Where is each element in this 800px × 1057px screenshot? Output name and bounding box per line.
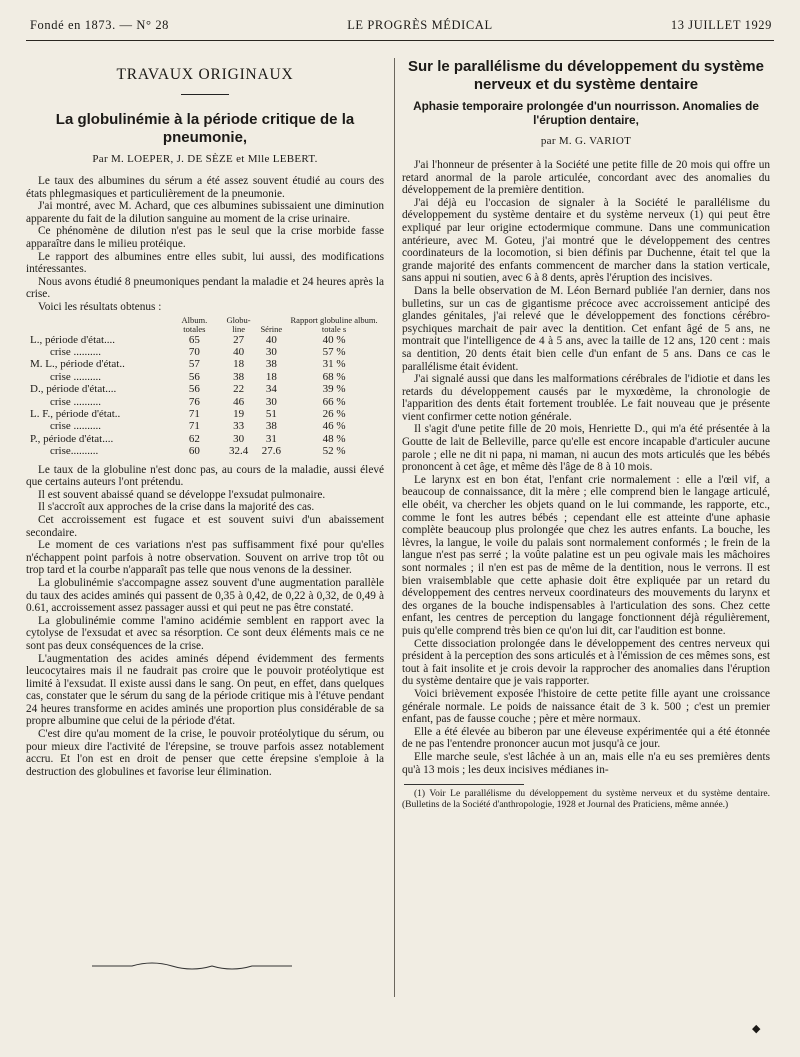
row-label: crise ..........: [50, 370, 102, 383]
table-header-cell: Globu- line: [226, 314, 251, 334]
article-title: La globulinémie à la période critique de la pneumonie,: [55, 111, 355, 146]
paragraph: La globulinémie s'accompagne assez souvent d'une augmentation parallèle du taux des acides aminés qui passent de 0,35 à 0,42, de 0,22 à 0,32, de 0,49 à 0.61, accroissement assez passager aussi et qui peut ne pas être constaté.: [26, 576, 384, 615]
row-label: L. F., période d'état..: [30, 407, 121, 420]
paragraph: J'ai signalé aussi que dans les malformations cérébrales de l'idiotie et dans les retards du développement causés par le myxœdème, la chronologie de l'apparition des dents était fortement troublée. Le fait nouveau que je présente vient confirmer cette notion générale.: [402, 373, 770, 423]
table-cell: 48 %: [322, 432, 346, 445]
row-label: P., période d'état....: [30, 432, 114, 445]
paragraph: Le taux de la globuline n'est donc pas, au cours de la maladie, aussi élevé que certains auteurs l'ont prétendu.: [26, 463, 384, 489]
table-cell: 66 %: [322, 395, 346, 408]
table-cell: 30: [233, 432, 245, 445]
table-cell: 26 %: [322, 407, 346, 420]
table-cell: 18: [233, 358, 245, 371]
table-header-cell: Rapport globuline album. totale s: [290, 314, 378, 334]
table-cell: 71: [188, 420, 200, 433]
paragraph: Le larynx est en bon état, l'enfant crie normalement : elle a l'œil vif, a beaucoup de connaissance, dit la mère ; elle comprend bien le langage articulé, elle obéit, va chercher les objets quand on le lui commande, les rapporte, etc., comme le font les autres bébés ; cependant elle est atteinte d'une aphasie complète beaucoup plus prolongée que chez les autres enfants. La bouche, les lèvres, la langue, le voile du palais sont normalement conformés ; le frein de la langue n'est pas serré ; la voûte palatine est un peu ogivale mais les mâchoires sont normales ; il n'en est pas de même de la dentition, nous le verrons. Il est bien vraisemblable que cette aphasie doit être expliquée par un retard du développement des centres nerveux coordinateurs des mouvements du larynx et des organes de la bouche indispensables à l'articulation des sons. Chez cette enfant, les centres de perception du langage fonctionnent déjà régulièrement, puis qu'elle comprend très bien ce qu'on lui dit, car l'audition est bonne.: [402, 473, 770, 637]
diamond-ornament-icon: ◆: [752, 1023, 761, 1035]
results-table: [28, 316, 384, 458]
row-label: L., période d'état....: [30, 333, 116, 346]
table-cell: 56: [188, 383, 200, 396]
table-cell: 30: [265, 395, 277, 408]
table-cell: 18: [265, 370, 277, 383]
table-cell: 51: [265, 407, 277, 420]
paragraph: Le rapport des albumines entre elles subit, lui aussi, des modifications intéressantes.: [26, 250, 384, 276]
table-cell: 65: [188, 333, 200, 346]
section-heading: TRAVAUX ORIGINAUX: [116, 66, 294, 83]
table-cell: 46 %: [322, 420, 346, 433]
table-row: [28, 346, 384, 358]
running-header: [30, 18, 772, 33]
footnote: (1) Voir Le parallélisme du développement du système nerveux et du système dentaire. (Bulletins de la Société d'anthropologie, 1928 et Journal des Praticiens, même année.): [402, 789, 770, 811]
header-rule: [26, 40, 774, 41]
paragraph: Il est souvent abaissé quand se développe l'exsudat pulmonaire.: [38, 488, 326, 501]
article-authors: Par M. LOEPER, J. DE SÈZE et Mlle LEBERT.: [92, 153, 318, 165]
paragraph: J'ai montré, avec M. Achard, que ces albumines subissaient une diminution apparente du fait de la dilution sanguine au moment de la crise urinaire.: [26, 200, 384, 225]
paragraph: Elle marche seule, s'est lâchée à un an, mais elle n'a eu ses premières dents qu'à 13 mois ; les deux incisives médianes in-: [402, 750, 770, 776]
table-cell: 56: [188, 370, 200, 383]
paragraph: J'ai déjà eu l'occasion de signaler à la Société le parallélisme du développement du système dentaire et du système nerveux (1) qui peut être expliqué par leur origine ectodermique commune. Dans une communication antérieure, avec M. Goteu, j'ai montré que le développement des centres coordinateurs de la locomotion, si bien définis par Duchenne, était tel que la grande majorité des enfants commencent de marcher dans la station verticale, sans appui ni soutien, avec 6 à 8 dents, après l'éruption des incisives.: [402, 196, 770, 285]
ornament-rule: [92, 960, 292, 972]
table-cell: 57 %: [322, 345, 346, 358]
paragraph: J'ai l'honneur de présenter à la Société une petite fille de 20 mois qui offre un retard anormal de la parole articulée, concordant avec des anomalies du développement de la première dentition.: [402, 159, 770, 197]
table-cell: 27.6: [261, 445, 281, 458]
table-cell: 32.4: [228, 445, 249, 458]
table-row: [28, 371, 384, 383]
article-title: Sur le parallélisme du développement du système nerveux et du système dentaire: [408, 58, 764, 93]
table-cell: 34: [265, 383, 277, 396]
table-cell: 57: [188, 358, 200, 371]
table-cell: 19: [233, 407, 245, 420]
table-header-cell: [28, 316, 170, 334]
row-label: crise..........: [50, 445, 99, 458]
table-cell: 40: [265, 333, 277, 346]
table-cell: 40 %: [322, 333, 346, 346]
paragraph: Dans la belle observation de M. Léon Bernard publiée l'an dernier, dans nos bulletins, sur un cas de gigantisme précoce avec accroissement anticipé des glandes génitales, j'ai relevé que le développement des fonctions cérébro-psychiques marchait de pair avec la dentition. Cet enfant âgé de 5 ans, ne montrait que l'intelligence de 4 à 5 ans, avec la taille de 12 ans, 120 cent : mais sa dentition, 20 dents était bien celle d'un enfant de 5 ans. Dans ce cas le parallélisme était évident.: [402, 284, 770, 373]
table-row: [28, 408, 384, 420]
footnote-rule: [404, 784, 524, 785]
table-cell: 39 %: [322, 383, 346, 396]
table-cell: 62: [188, 432, 200, 445]
table-cell: 31 %: [322, 358, 346, 371]
paragraph: Ce phénomène de dilution n'est pas le seul que la crise morbide fasse apparaître dans le milieu protéique.: [26, 225, 384, 250]
left-column: [26, 58, 384, 778]
article-subtitle: Aphasie temporaire prolongée d'un nourrisson. Anomalies de l'éruption dentaire,: [413, 99, 759, 127]
paragraph: Cette dissociation prolongée dans le développement des centres nerveux qui président à la perception des sons articulés et à l'émission de ces mêmes sons, est tout à fait insolite et je crois devoir la rapprocher des anomalies dans l'éruption du système dentaire que je vais rapporter.: [402, 637, 770, 688]
table-cell: 60: [188, 445, 200, 458]
table-cell: 52 %: [322, 445, 346, 458]
table-body: [28, 334, 384, 458]
table-cell: 40: [233, 345, 245, 358]
paragraph: Voici les résultats obtenus :: [38, 300, 162, 313]
table-row: [28, 445, 384, 457]
table-cell: 38: [265, 358, 277, 371]
table-header-cell: Sérine: [260, 323, 283, 334]
table-cell: 22: [233, 383, 245, 396]
paragraph: Le moment de ces variations n'est pas suffisamment fixé pour qu'elles n'échappent point parfois à notre observation. Souvent on arrive trop tôt ou trop tard et la courbe n'apparaît pas telle que nous venons de la dessiner.: [26, 539, 384, 577]
paragraph: La globulinémie comme l'amino acidémie semblent en rapport avec la cytolyse de l'exsudat et avec sa résorption. Ce sont deux éléments mais ce ne sont pas deux conséquences de la crise.: [26, 614, 384, 652]
paragraph: Nous avons étudié 8 pneumoniques pendant la maladie et 24 heures après la crise.: [26, 275, 384, 301]
paragraph: Voici brièvement exposée l'histoire de cette petite fille ayant une croissance générale normale. Le poids de naissance était de 3 k. 500 ; c'est un premier enfant, pas de fausse couche ; père et mère normaux.: [402, 687, 770, 726]
table-header-cell: Album. totales: [181, 314, 208, 334]
paragraph: Il s'agit d'une petite fille de 20 mois, Henriette D., qui m'a été présentée à la Goutte de lait de Belleville, parce qu'elle est encore incapable d'articuler aucune parole ; elle ne dit ni papa, ni maman, ni aucun des mots articulés que les bébés prononcent à cet âge, et même dès l'âge de 8 à 10 mois.: [402, 423, 770, 474]
table-cell: 76: [188, 395, 200, 408]
table-cell: 38: [265, 420, 277, 433]
table-cell: 68 %: [322, 370, 346, 383]
row-label: D., période d'état....: [30, 383, 117, 396]
paragraph: Il s'accroît aux approches de la crise dans la majorité des cas.: [38, 501, 315, 514]
table-row: [28, 383, 384, 395]
table-cell: 31: [265, 432, 277, 445]
row-label: M. L., période d'état..: [30, 358, 125, 371]
table-cell: 38: [233, 370, 245, 383]
right-column: [402, 58, 770, 811]
header-journal-title: LE PROGRÈS MÉDICAL: [347, 18, 493, 32]
table-cell: 30: [265, 345, 277, 358]
row-label: crise ..........: [50, 395, 102, 408]
header-founded: Fondé en 1873. — N° 28: [30, 18, 170, 32]
row-label: crise ..........: [50, 345, 102, 358]
column-divider: [394, 58, 395, 997]
table-row: [28, 358, 384, 370]
table-header-row: [28, 316, 384, 334]
table-cell: 33: [233, 420, 245, 433]
table-row: [28, 433, 384, 445]
header-date: 13 JUILLET 1929: [670, 18, 772, 32]
paragraph: C'est dire qu'au moment de la crise, le pouvoir protéolytique du sérum, ou pour mieux dire l'activité de l'érepsine, se trouve parfois assez notablement accru. Et l'on est en droit de penser que cette érepsine s'emploie à la destruction des globulines et favorise leur élimination.: [26, 728, 384, 778]
paragraph: L'augmentation des acides aminés dépend évidemment des ferments leucocytaires mais il ne faudrait pas croire que le pouvoir protéolytique est limité à l'exsudat. Il existe aussi dans le sang. On peut, en effet, dans quelques cas, constater que le sérum du sang de la période critique mis à l'étuve pendant 24 heures transforme en acides aminés une proportion plus considérable de sa propre albumine que celui de la période d'état.: [26, 652, 384, 728]
table-row: [28, 334, 384, 346]
row-label: crise ..........: [50, 420, 102, 433]
paragraph: Cet accroissement est fugace et est souvent suivi d'un abaissement secondaire.: [26, 513, 384, 539]
table-cell: 46: [233, 395, 245, 408]
paragraph: Elle a été élevée au biberon par une éleveuse expérimentée qui a été étonnée de ne pas l'entendre prononcer aucun mot jusqu'à ce jour.: [402, 725, 770, 751]
article-author: par M. G. VARIOT: [540, 135, 632, 147]
table-row: [28, 420, 384, 432]
table-cell: 70: [188, 345, 200, 358]
table-cell: 27: [233, 333, 245, 346]
section-rule: [181, 94, 229, 95]
paragraph: Le taux des albumines du sérum a été assez souvent étudié au cours des états phlegmasiques et particulièrement de la pneumonie.: [26, 175, 384, 200]
table-cell: 71: [188, 407, 200, 420]
table-row: [28, 396, 384, 408]
